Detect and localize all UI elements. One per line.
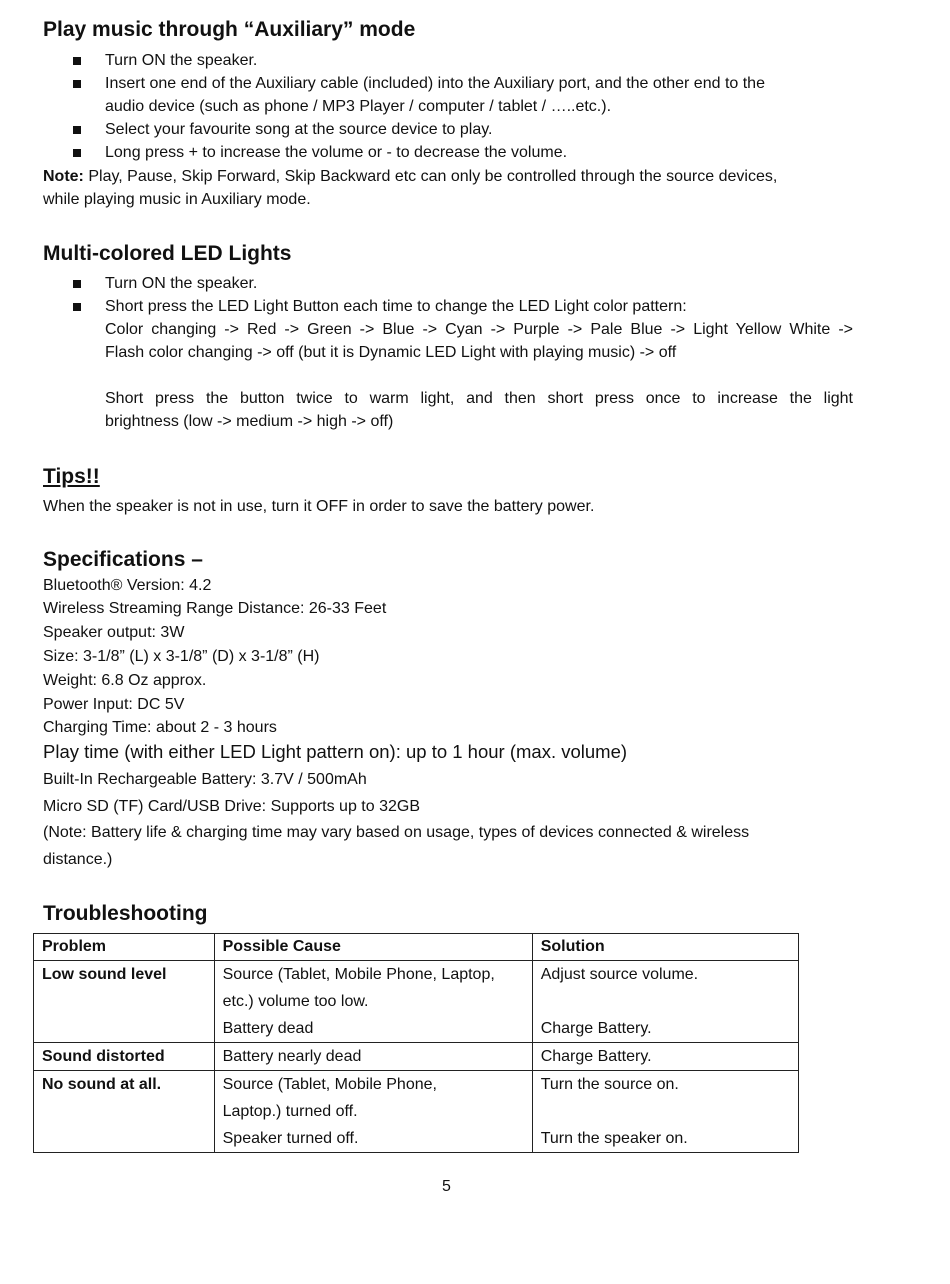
aux-note (43, 167, 777, 187)
led-warm-light-cont: brightness (low -> medium -> high -> off) (105, 413, 394, 430)
cause-cell (214, 1071, 532, 1153)
cause-line: Speaker turned off. (222, 1130, 359, 1147)
problem-cell: Low sound level (34, 961, 215, 1043)
table-row (34, 1071, 799, 1153)
bullet-marker (73, 126, 81, 134)
aux-note-cont: while playing music in Auxiliary mode. (43, 191, 311, 208)
led-warm-light: Short press the button twice to warm light, and then short press once to increase the light (105, 390, 853, 407)
table-row (34, 961, 799, 1043)
bullet-marker (73, 80, 81, 88)
spec-line: Size: 3-1/8” (L) x 3-1/8” (D) x 3-1/8” (H) (43, 648, 320, 665)
spec-line: Built-In Rechargeable Battery: 3.7V / 500mAh (43, 771, 367, 788)
spec-line: Play time (with either LED Light pattern on): up to 1 hour (max. volume) (43, 741, 628, 762)
aux-bullet-2: Insert one end of the Auxiliary cable (included) into the Auxiliary port, and the other end to the (105, 75, 765, 92)
column-header-cause: Possible Cause (214, 934, 532, 961)
cause-cell (214, 961, 532, 1043)
spec-note-cont: distance.) (43, 851, 113, 868)
solution-line (541, 1098, 790, 1125)
note-label: Note: (43, 168, 84, 185)
spec-line: Power Input: DC 5V (43, 696, 185, 713)
bullet-marker (73, 57, 81, 65)
spec-note: (Note: Battery life & charging time may vary based on usage, types of devices connected & wireless (43, 824, 750, 841)
led-heading: Multi-colored LED Lights (43, 242, 292, 265)
solution-cell: Charge Battery. (532, 1043, 798, 1071)
solution-line: Adjust source volume. (540, 966, 699, 983)
page-number: 5 (442, 1178, 451, 1195)
note-text: Play, Pause, Skip Forward, Skip Backward etc can only be controlled through the source devices, (83, 168, 778, 185)
solution-line: Turn the speaker on. (540, 1130, 688, 1147)
led-color-sequence: Color changing -> Red -> Green -> Blue -> Cyan -> Purple -> Pale Blue -> Light Yellow White -> (105, 321, 853, 338)
bullet-marker (73, 303, 81, 311)
aux-bullet-1: Turn ON the speaker. (105, 52, 258, 69)
troubleshooting-heading: Troubleshooting (43, 902, 208, 925)
cause-line: Source (Tablet, Mobile Phone, Laptop, (222, 966, 495, 983)
solution-cell (532, 1071, 798, 1153)
table-header-row (34, 934, 799, 961)
cause-line: Source (Tablet, Mobile Phone, (222, 1076, 437, 1093)
cause-line: Battery dead (222, 1020, 314, 1037)
spec-line: Wireless Streaming Range Distance: 26-33 Feet (43, 600, 387, 617)
spec-line: Charging Time: about 2 - 3 hours (43, 719, 277, 736)
tips-heading: Tips!! (43, 465, 100, 488)
specs-heading: Specifications – (43, 548, 203, 571)
bullet-marker (73, 280, 81, 288)
aux-bullet-3: Select your favourite song at the source device to play. (105, 121, 493, 138)
solution-line: Charge Battery. (540, 1020, 652, 1037)
aux-bullet-2-cont: audio device (such as phone / MP3 Player / computer / tablet / …..etc.). (105, 98, 612, 115)
problem-cell: Sound distorted (34, 1043, 215, 1071)
aux-heading: Play music through “Auxiliary” mode (43, 18, 416, 41)
table-row (34, 1043, 799, 1071)
bullet-marker (73, 149, 81, 157)
led-color-sequence-cont: Flash color changing -> off (but it is Dynamic LED Light with playing music) -> off (105, 344, 677, 361)
cause-line: Laptop.) turned off. (222, 1103, 358, 1120)
aux-bullet-4: Long press + to increase the volume or - to decrease the volume. (105, 144, 568, 161)
spec-line: Micro SD (TF) Card/USB Drive: Supports up to 32GB (43, 798, 420, 815)
led-bullet-2: Short press the LED Light Button each time to change the LED Light color pattern: (105, 298, 687, 315)
cause-cell: Battery nearly dead (214, 1043, 532, 1071)
led-bullet-1: Turn ON the speaker. (105, 275, 258, 292)
cause-line: etc.) volume too low. (222, 993, 369, 1010)
solution-line: Turn the source on. (540, 1076, 679, 1093)
problem-cell: No sound at all. (34, 1071, 215, 1153)
solution-line (541, 988, 790, 1015)
spec-line: Speaker output: 3W (43, 624, 185, 641)
column-header-solution: Solution (532, 934, 798, 961)
spec-line: Weight: 6.8 Oz approx. (43, 672, 207, 689)
tips-text: When the speaker is not in use, turn it OFF in order to save the battery power. (43, 498, 595, 515)
column-header-problem: Problem (34, 934, 215, 961)
spec-line: Bluetooth® Version: 4.2 (43, 577, 212, 594)
solution-cell (532, 961, 798, 1043)
troubleshooting-table (33, 933, 799, 1153)
